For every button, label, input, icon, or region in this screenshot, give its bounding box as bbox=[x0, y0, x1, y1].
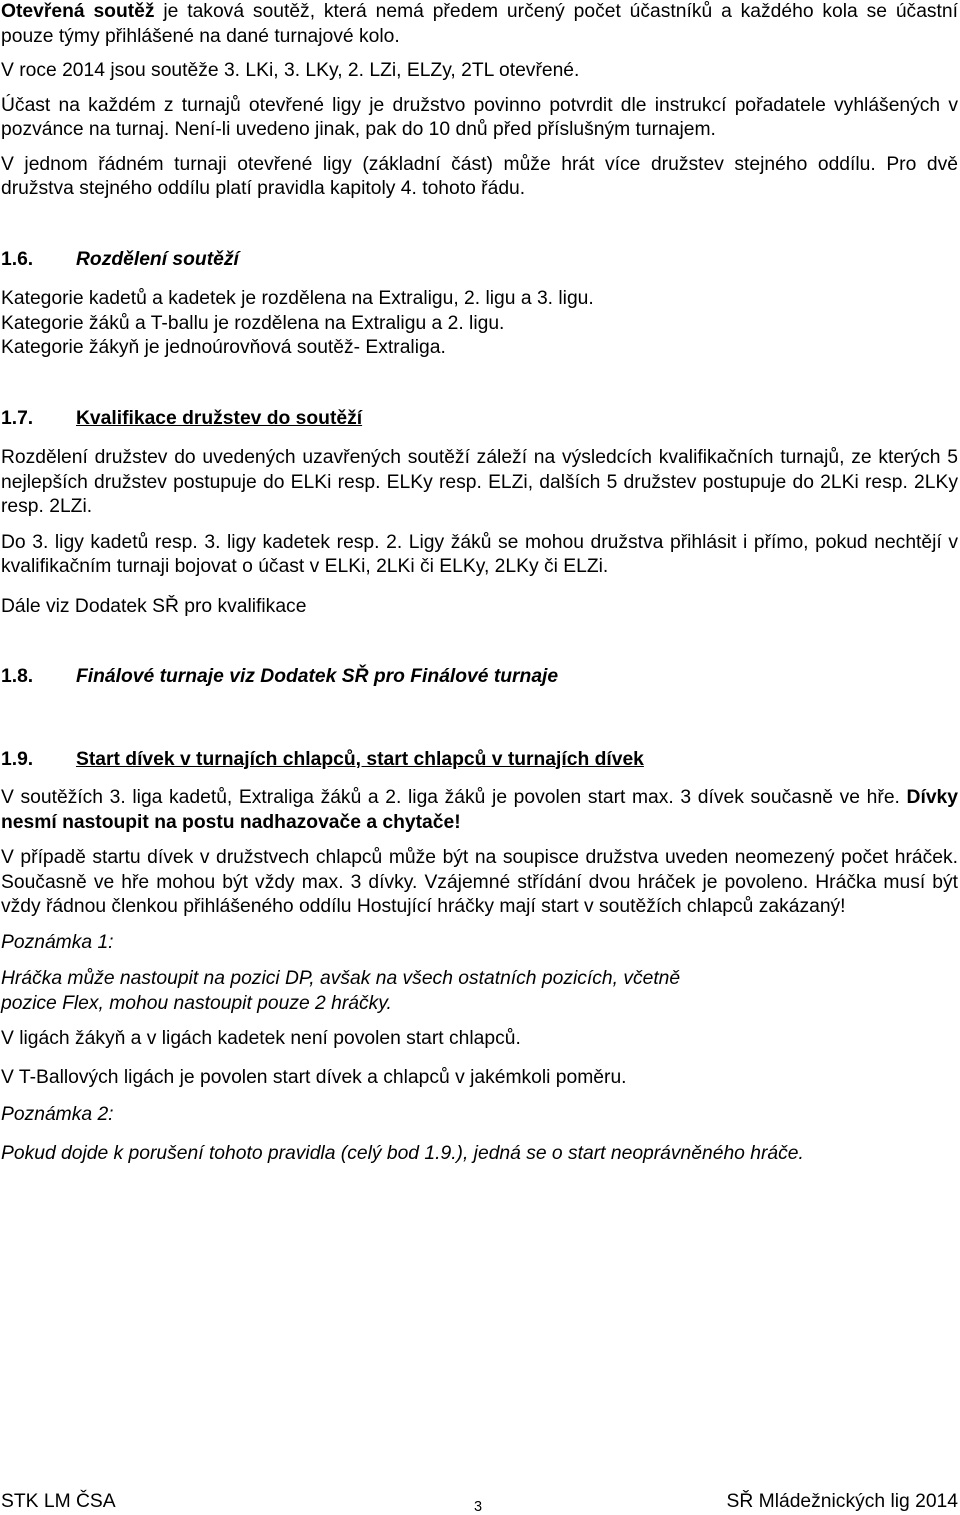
open-competition-definition: je taková soutěž, která nemá předem určený počet účastníků a každého kola se účastní pouze týmy přihlášené na dané turnajové kolo. bbox=[1, 1, 958, 47]
line-pupils-division: Kategorie žáků a T-ballu je rozdělena na Extraligu a 2. ligu. bbox=[1, 312, 505, 334]
paragraph-tball-mixed: V T-Ballových ligách je povolen start dívek a chlapců v jakémkoli poměru. bbox=[1, 1066, 627, 1088]
paragraph-girls-in-boys-leagues bbox=[1, 786, 958, 835]
paragraph-direct-entry: Do 3. ligy kadetů resp. 3. ligy kadetek resp. 2. Ligy žáků se mohou družstva přihlásit i přímo, pokud nechtějí v kvalifikačním turnaji bojovat o účast v ELKi, 2LKi či ELKy, 2LKy či ELZi. bbox=[1, 531, 958, 577]
note-1-line-2: pozice Flex, mohou nastoupit pouze 2 hráčky. bbox=[1, 992, 392, 1014]
section-heading-1-8 bbox=[1, 665, 958, 690]
paragraph-open-definition bbox=[1, 0, 958, 49]
note-2-label: Poznámka 2: bbox=[1, 1104, 114, 1125]
line-girls-division: Kategorie žákyň je jednoúrovňová soutěž- Extraliga. bbox=[1, 337, 446, 358]
paragraph-qualification-results: Rozdělení družstev do uvedených uzavřených soutěží záleží na výsledcích kvalifikačních turnajů, ze kterých 5 nejlepších družstev postupuje do ELKi resp. ELKy resp. ELZi, dalších 5 družstev postupuje do 2LKi resp. 2LKy resp. 2LZi. bbox=[1, 447, 958, 517]
paragraph-multiple-teams: V jednom řádném turnaji otevřené ligy (základní část) může hrát více družstev stejného oddílu. Pro dvě družstva stejného oddílu platí pravidla kapitoly 4. tohoto řádu. bbox=[1, 153, 958, 199]
note-1-label: Poznámka 1: bbox=[1, 931, 114, 953]
section-number: 1.8. bbox=[1, 666, 34, 687]
open-competition-term: Otevřená soutěž bbox=[1, 1, 155, 22]
paragraph-open-leagues-2014: V roce 2014 jsou soutěže 3. LKi, 3. LKy, 2. LZi, ELZy, 2TL otevřené. bbox=[1, 60, 580, 81]
page-footer bbox=[1, 1490, 958, 1514]
section-number: 1.6. bbox=[1, 248, 34, 270]
paragraph-boys-not-allowed: V ligách žákyň a v ligách kadetek není povolen start chlapců. bbox=[1, 1028, 521, 1049]
section-heading-1-6 bbox=[1, 248, 958, 273]
page-number: 3 bbox=[474, 1499, 483, 1515]
section-heading-1-9 bbox=[1, 748, 958, 773]
paragraph-qualification-appendix: Dále viz Dodatek SŘ pro kvalifikace bbox=[1, 595, 307, 617]
note-2-text: Pokud dojde k porušení tohoto pravidla (celý bod 1.9.), jedná se o start neoprávněného hráče. bbox=[1, 1142, 804, 1164]
section-title: Finálové turnaje viz Dodatek SŘ pro Finálové turnaje bbox=[76, 666, 559, 687]
section-number: 1.7. bbox=[1, 407, 34, 429]
section-title: Rozdělení soutěží bbox=[76, 248, 239, 270]
line-cadets-division: Kategorie kadetů a kadetek je rozdělena na Extraligu, 2. ligu a 3. ligu. bbox=[1, 288, 594, 309]
section-number: 1.9. bbox=[1, 748, 34, 770]
girls-start-rule: V soutěžích 3. liga kadetů, Extraliga žáků a 2. liga žáků je povolen start max. 3 dívek současně ve hře. bbox=[1, 787, 907, 808]
section-title: Start dívek v turnajích chlapců, start chlapců v turnajích dívek bbox=[76, 748, 644, 770]
document-body bbox=[1, 0, 958, 1166]
note-1-line-1: Hráčka může nastoupit na pozici DP, avšak na všech ostatních pozicích, včetně bbox=[1, 968, 681, 989]
paragraph-girls-roster-rules: V případě startu dívek v družstvech chlapců může být na soupisce družstva uveden neomezený počet hráček. Současně ve hře mohou být vždy max. 3 dívky. Vzájemné střídání dvou hráček je povoleno. Hráčka musí být vždy řádnou členkou přihlášeného oddílu Hostující hráčky mají start v soutěžích chlapců zakázaný! bbox=[1, 847, 958, 917]
girls-position-restriction: Dívky nesmí nastoupit na postu nadhazovače a chytače! bbox=[1, 787, 958, 833]
footer-organization: STK LM ČSA bbox=[1, 1491, 116, 1512]
paragraph-participation-confirmation: Účast na každém z turnajů otevřené ligy je družstvo povinno potvrdit dle instrukcí pořadatele vyhlášených v pozvánce na turnaj. Není-li uvedeno jinak, pak do 10 dnů před příslušným turnajem. bbox=[1, 94, 958, 140]
footer-document-title: SŘ Mládežnických lig 2014 bbox=[726, 1491, 958, 1512]
section-heading-1-7 bbox=[1, 407, 958, 432]
section-title: Kvalifikace družstev do soutěží bbox=[76, 407, 363, 429]
